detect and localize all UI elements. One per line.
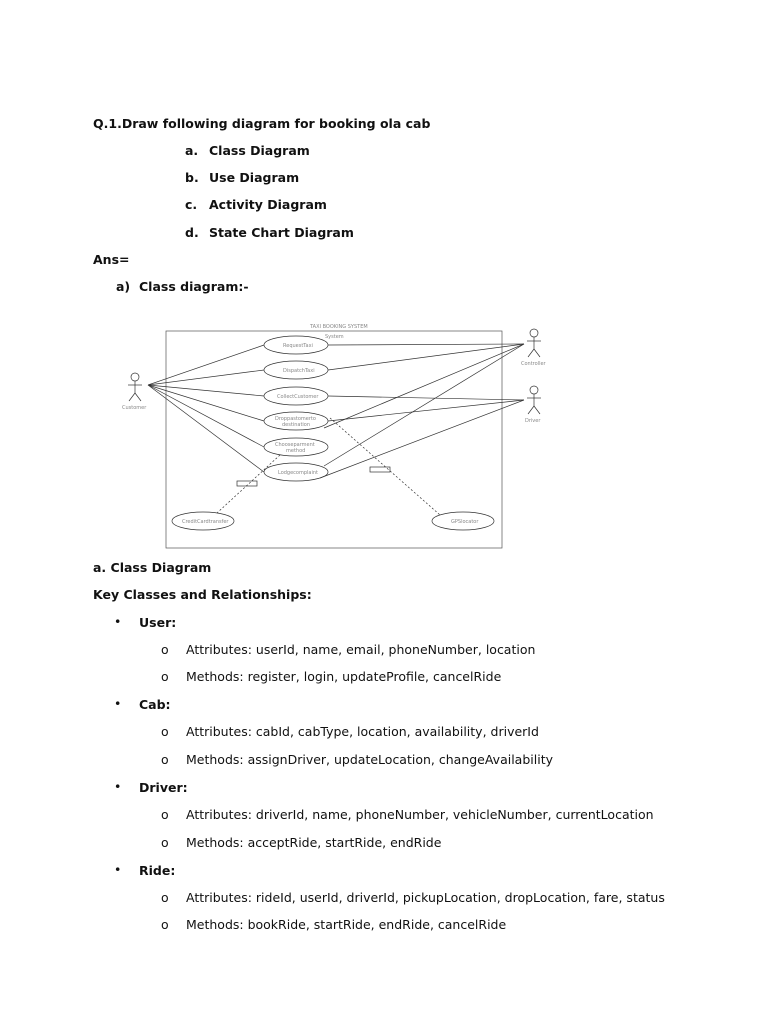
question-item-marker: a.: [185, 143, 199, 158]
class-methods: Methods: register, login, updateProfile, cancelRide: [186, 669, 502, 684]
svg-text:RequestTaxi: RequestTaxi: [283, 343, 313, 349]
sub-bullet-icon: o: [161, 890, 169, 905]
sub-bullet-icon: o: [161, 724, 169, 739]
class-attributes: Attributes: cabId, cabType, location, availability, driverId: [186, 724, 539, 739]
question-item: Activity Diagram: [209, 197, 327, 212]
section-title: a. Class Diagram: [93, 560, 212, 575]
question-item-marker: d.: [185, 225, 199, 240]
svg-text:Customer: Customer: [122, 405, 147, 411]
question-heading: Q.1.Draw following diagram for booking ola cab: [93, 116, 431, 131]
question-item-marker: c.: [185, 197, 198, 212]
class-name: Cab:: [139, 697, 171, 712]
ans-label: Ans=: [93, 252, 130, 267]
class-methods: Methods: bookRide, startRide, endRide, cancelRide: [186, 917, 507, 932]
svg-text:Driver: Driver: [525, 418, 541, 424]
svg-text:Chooseparment: Chooseparment: [275, 442, 315, 448]
svg-text:System: System: [325, 334, 344, 340]
class-attributes: Attributes: driverId, name, phoneNumber, vehicleNumber, currentLocation: [186, 807, 654, 822]
svg-text:CreditCardtransfer: CreditCardtransfer: [182, 519, 229, 525]
class-name: User:: [139, 615, 177, 630]
answer-item-marker: a): [116, 279, 131, 294]
answer-item: Class diagram:-: [139, 279, 249, 294]
class-methods: Methods: acceptRide, startRide, endRide: [186, 835, 442, 850]
class-attributes: Attributes: userId, name, email, phoneNumber, location: [186, 642, 536, 657]
svg-text:TAXI BOOKING SYSTEM: TAXI BOOKING SYSTEM: [310, 324, 368, 330]
bullet-icon: •: [114, 696, 122, 711]
svg-text:Controller: Controller: [521, 361, 546, 367]
svg-text:Lodgecomplaint: Lodgecomplaint: [278, 470, 319, 476]
class-name: Ride:: [139, 863, 176, 878]
sub-bullet-icon: o: [161, 835, 169, 850]
bullet-icon: •: [114, 614, 122, 629]
svg-text:method: method: [286, 448, 306, 454]
bullet-icon: •: [114, 779, 122, 794]
sub-bullet-icon: o: [161, 752, 169, 767]
question-item: Use Diagram: [209, 170, 300, 185]
sub-bullet-icon: o: [161, 669, 169, 684]
use-case-diagram: [120, 318, 560, 554]
sub-bullet-icon: o: [161, 642, 169, 657]
svg-text:CollectCustomer: CollectCustomer: [277, 394, 319, 400]
sub-bullet-icon: o: [161, 807, 169, 822]
svg-text:DispatchTaxi: DispatchTaxi: [283, 368, 315, 374]
question-item: Class Diagram: [209, 143, 310, 158]
question-item-marker: b.: [185, 170, 199, 185]
svg-text:GPSlocator: GPSlocator: [451, 519, 479, 525]
question-item: State Chart Diagram: [209, 225, 354, 240]
svg-text:Droppastomerto: Droppastomerto: [275, 416, 316, 422]
svg-text:destination: destination: [282, 422, 311, 428]
class-attributes: Attributes: rideId, userId, driverId, pickupLocation, dropLocation, fare, status: [186, 890, 665, 905]
key-heading: Key Classes and Relationships:: [93, 587, 312, 602]
class-name: Driver:: [139, 780, 188, 795]
sub-bullet-icon: o: [161, 917, 169, 932]
bullet-icon: •: [114, 862, 122, 877]
class-methods: Methods: assignDriver, updateLocation, changeAvailability: [186, 752, 553, 767]
